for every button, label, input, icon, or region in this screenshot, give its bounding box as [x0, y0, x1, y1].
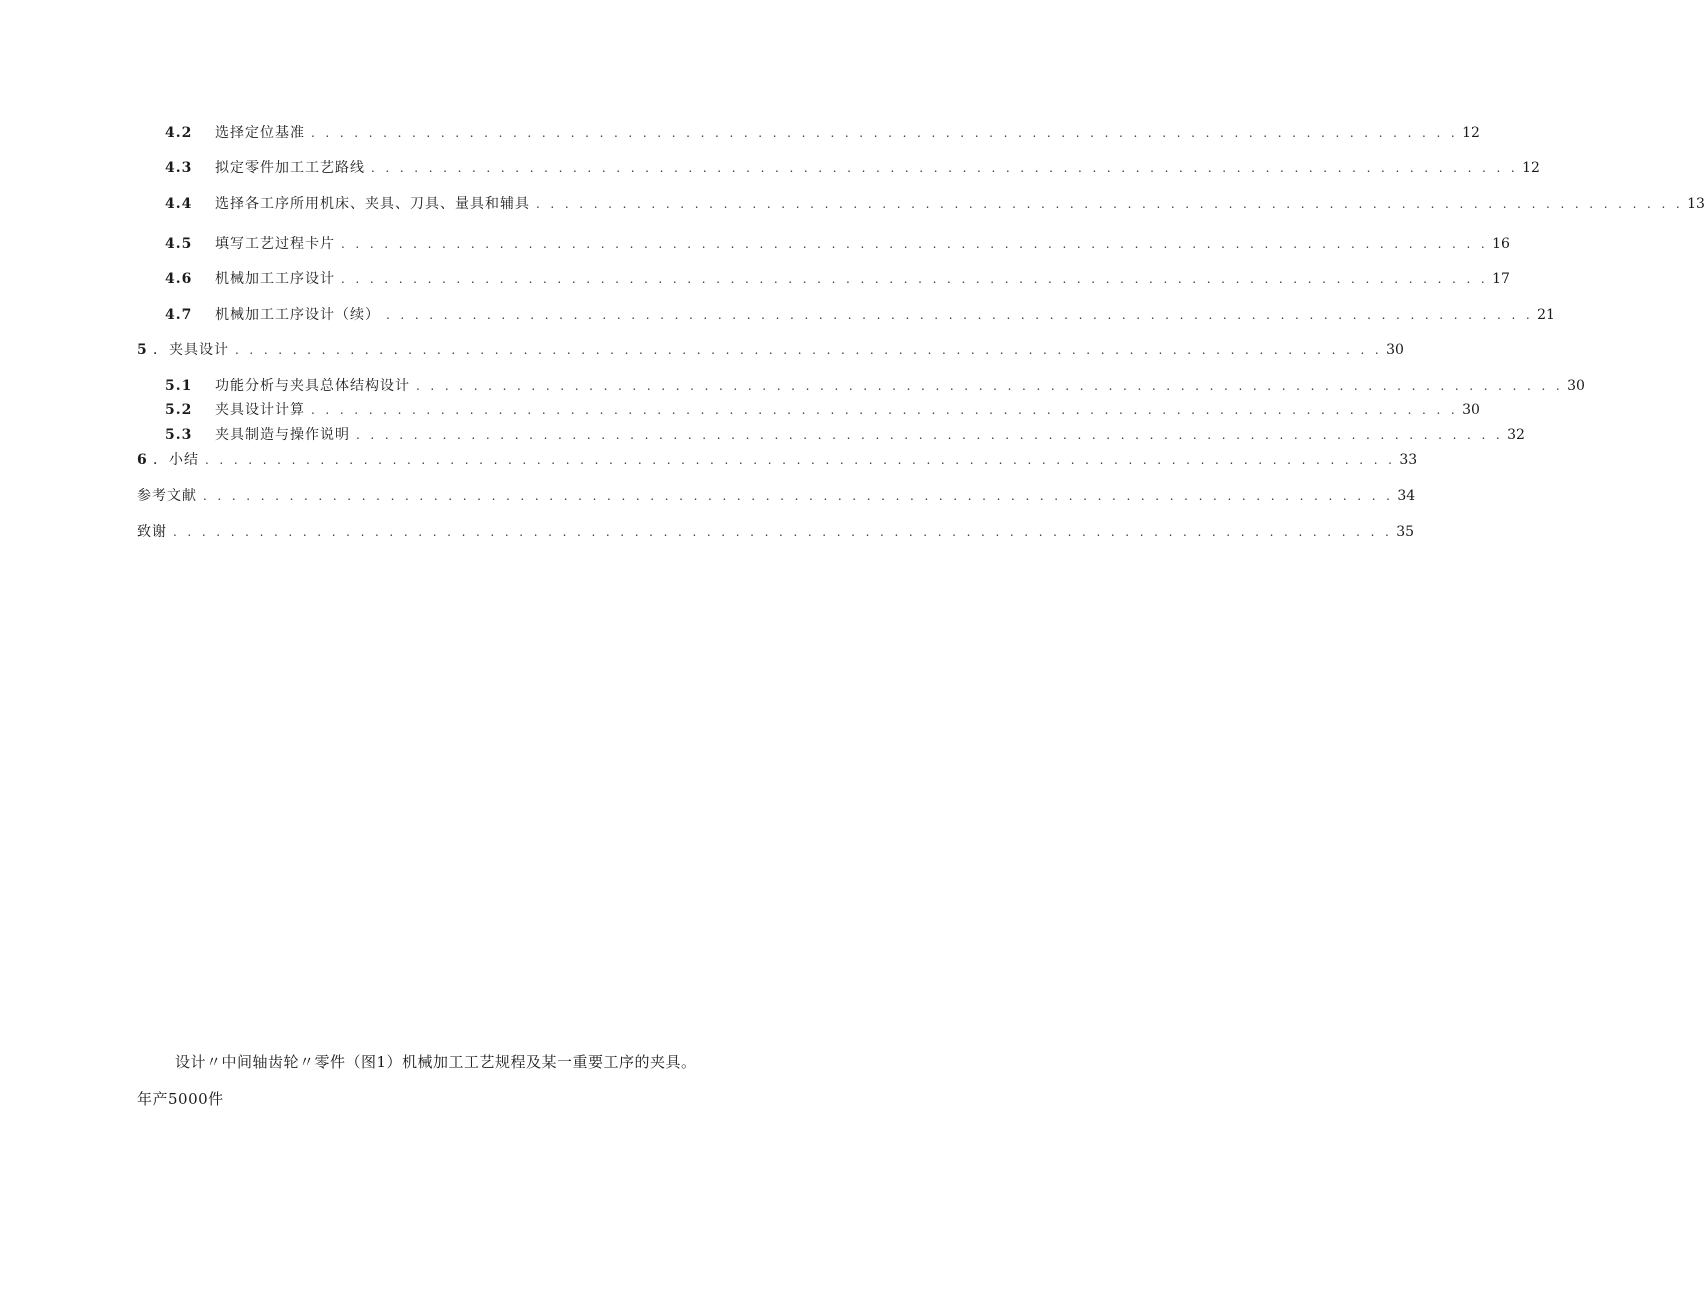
- toc-page-number: 33: [1399, 452, 1418, 468]
- toc-title: 选择各工序所用机床、夹具、刀具、量具和辅具: [215, 196, 530, 212]
- toc-entry[interactable]: [165, 234, 1510, 254]
- toc-page-number: 12: [1522, 160, 1540, 176]
- toc-title: 夹具设计: [169, 342, 229, 358]
- toc-leader: . . . . . . . . . . . . . . . . . . . . . . . . . . . . . . . . . . . . . . . . . . . . . . . . . . . . . . . . . . . . . . . . . . . . . . . . . . . . . . . .: [311, 403, 1459, 417]
- toc-title: 夹具设计计算: [215, 402, 305, 418]
- toc-title: 填写工艺过程卡片: [215, 236, 335, 252]
- toc-title: 拟定零件加工工艺路线: [215, 160, 365, 176]
- toc-leader: . . . . . . . . . . . . . . . . . . . . . . . . . . . . . . . . . . . . . . . . . . . . . . . . . . . . . . . . . . . . . . . . . . . . . . . . . . . . . . . . . . . . .: [173, 525, 1393, 539]
- design-task-text: 设计〃中间轴齿轮〃零件（图1）机械加工工艺规程及某一重要工序的夹具。: [175, 1053, 697, 1071]
- toc-page-number: 34: [1397, 488, 1416, 504]
- toc-entry[interactable]: [137, 522, 1415, 542]
- toc-entry[interactable]: [137, 340, 1404, 360]
- toc-page-number: 21: [1537, 307, 1555, 323]
- toc-entry[interactable]: [165, 123, 1480, 143]
- toc-entry[interactable]: [165, 376, 1585, 396]
- toc-leader: . . . . . . . . . . . . . . . . . . . . . . . . . . . . . . . . . . . . . . . . . . . . . . . . . . . . . . . . . . . . . . . . . . . . . . . . . . . . . . . .: [371, 161, 1519, 175]
- toc-title: 机械加工工序设计（续）: [215, 307, 380, 323]
- toc-number: 6: [137, 452, 148, 468]
- toc-entry[interactable]: [137, 450, 1418, 470]
- toc-page-number: 12: [1462, 125, 1480, 141]
- toc-page-number: 16: [1492, 236, 1510, 252]
- toc-title: 致谢: [137, 524, 167, 540]
- toc-number: 4.3: [165, 160, 193, 176]
- toc-title: 夹具制造与操作说明: [215, 427, 350, 443]
- toc-leader: . . . . . . . . . . . . . . . . . . . . . . . . . . . . . . . . . . . . . . . . . . . . . . . . . . . . . . . . . . . . . . . . . . . . . . . . . . . . . . . .: [386, 308, 1534, 322]
- toc-page-number: 35: [1396, 524, 1415, 540]
- toc-leader: . . . . . . . . . . . . . . . . . . . . . . . . . . . . . . . . . . . . . . . . . . . . . . . . . . . . . . . . . . . . . . . . . . . . . . . . . . . . . . . . . . .: [203, 489, 1394, 503]
- toc-leader: . . . . . . . . . . . . . . . . . . . . . . . . . . . . . . . . . . . . . . . . . . . . . . . . . . . . . . . . . . . . . . . . . . . . . . . . . . . . . . . .: [356, 428, 1504, 442]
- toc-leader: . . . . . . . . . . . . . . . . . . . . . . . . . . . . . . . . . . . . . . . . . . . . . . . . . . . . . . . . . . . . . . . . . . . . . . . . . . . . . . . .: [311, 126, 1459, 140]
- toc-title: 小结: [169, 452, 199, 468]
- toc-entry[interactable]: [165, 400, 1480, 420]
- toc-number: 4.7: [165, 307, 193, 323]
- toc-page-number: 13: [1687, 196, 1705, 212]
- toc-leader: . . . . . . . . . . . . . . . . . . . . . . . . . . . . . . . . . . . . . . . . . . . . . . . . . . . . . . . . . . . . . . . . . . . . . . . . . . . . . . . .: [341, 272, 1489, 286]
- toc-leader: . . . . . . . . . . . . . . . . . . . . . . . . . . . . . . . . . . . . . . . . . . . . . . . . . . . . . . . . . . . . . . . . . . . . . . . . . . . . . . . .: [536, 197, 1684, 211]
- toc-leader: . . . . . . . . . . . . . . . . . . . . . . . . . . . . . . . . . . . . . . . . . . . . . . . . . . . . . . . . . . . . . . . . . . . . . . . . . . . . . . . . . . .: [205, 453, 1396, 467]
- toc-entry[interactable]: [137, 486, 1416, 506]
- toc-title: 功能分析与夹具总体结构设计: [215, 378, 410, 394]
- toc-number: 4.4: [165, 196, 193, 212]
- toc-page-number: 30: [1462, 402, 1480, 418]
- toc-page-number: 32: [1507, 427, 1525, 443]
- annual-output-text: 年产5000件: [137, 1090, 224, 1108]
- toc-number: 5: [137, 342, 148, 358]
- toc-title: 机械加工工序设计: [215, 271, 335, 287]
- toc-number: 5.2: [165, 402, 193, 418]
- toc-page-number: 30: [1386, 342, 1404, 358]
- toc-number: 5.3: [165, 427, 193, 443]
- toc-leader: . . . . . . . . . . . . . . . . . . . . . . . . . . . . . . . . . . . . . . . . . . . . . . . . . . . . . . . . . . . . . . . . . . . . . . . . . . . . . . . .: [416, 379, 1564, 393]
- toc-number: 4.5: [165, 236, 193, 252]
- toc-entry[interactable]: [165, 305, 1555, 325]
- toc-leader: . . . . . . . . . . . . . . . . . . . . . . . . . . . . . . . . . . . . . . . . . . . . . . . . . . . . . . . . . . . . . . . . . . . . . . . . . . . . . . . .: [235, 343, 1383, 357]
- toc-separator: ．: [153, 342, 167, 358]
- toc-entry[interactable]: [165, 425, 1525, 445]
- toc-page-number: 30: [1567, 378, 1585, 394]
- toc-separator: ．: [153, 452, 167, 468]
- toc-leader: . . . . . . . . . . . . . . . . . . . . . . . . . . . . . . . . . . . . . . . . . . . . . . . . . . . . . . . . . . . . . . . . . . . . . . . . . . . . . . . .: [341, 237, 1489, 251]
- toc-number: 4.6: [165, 271, 193, 287]
- toc-title: 选择定位基准: [215, 125, 305, 141]
- toc-title: 参考文献: [137, 488, 197, 504]
- toc-entry[interactable]: [165, 269, 1510, 289]
- toc-entry[interactable]: [165, 194, 1705, 214]
- toc-entry[interactable]: [165, 158, 1540, 178]
- toc-page-number: 17: [1492, 271, 1510, 287]
- toc-number: 5.1: [165, 378, 193, 394]
- toc-number: 4.2: [165, 125, 193, 141]
